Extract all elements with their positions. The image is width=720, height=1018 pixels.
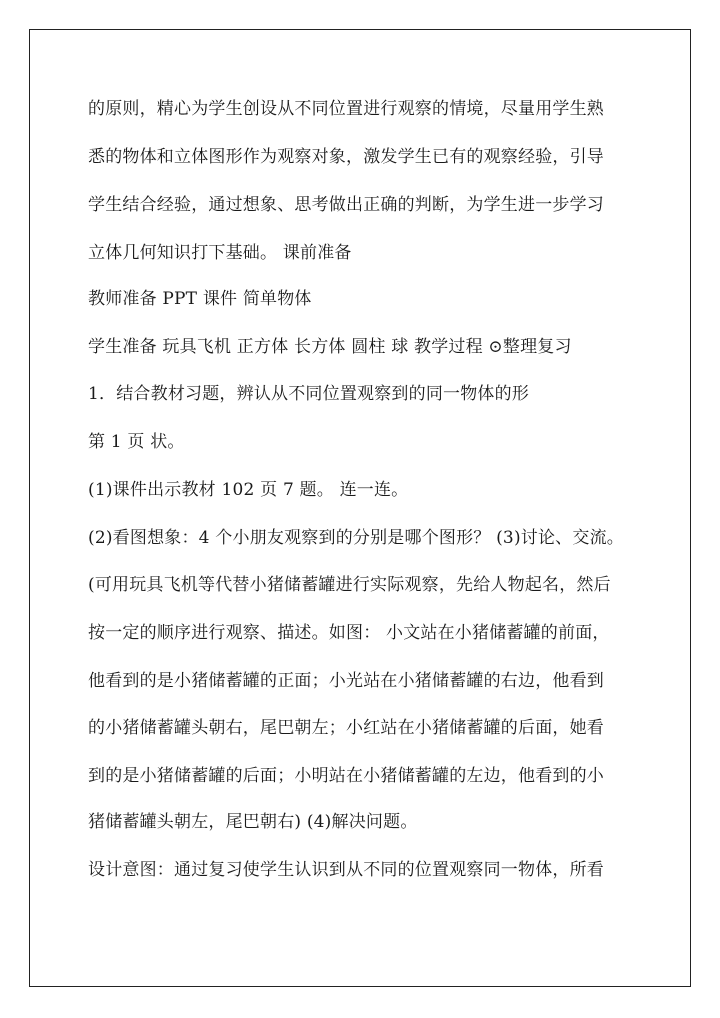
page-border: [29, 29, 691, 987]
text-line: 他看到的是小猪储蓄罐的正面；小光站在小猪储蓄罐的右边，他看到: [88, 671, 604, 691]
text-line: 按一定的顺序进行观察、描述。如图： 小文站在小猪储蓄罐的前面，: [88, 623, 610, 643]
text-line: 设计意图：通过复习使学生认识到从不同的位置观察同一物体，所看: [88, 860, 604, 880]
text-line: 学生结合经验，通过想象、思考做出正确的判断，为学生进一步学习: [88, 195, 604, 215]
text-line: 到的是小猪储蓄罐的后面；小明站在小猪储蓄罐的左边，他看到的小: [88, 766, 604, 786]
text-line: 教师准备 PPT 课件 简单物体: [88, 289, 312, 309]
text-line: (2)看图想象：4 个小朋友观察到的分别是哪个图形？ (3)讨论、交流。: [88, 528, 624, 548]
text-line: 立体几何知识打下基础。 课前准备: [88, 243, 352, 263]
text-line: 第 1 页 状。: [88, 432, 185, 452]
text-line: 1．结合教材习题，辨认从不同位置观察到的同一物体的形: [88, 384, 530, 404]
text-line: 学生准备 玩具飞机 正方体 长方体 圆柱 球 教学过程 ⊙整理复习: [88, 337, 572, 357]
text-line: 悉的物体和立体图形作为观察对象，激发学生已有的观察经验，引导: [88, 147, 604, 167]
text-line: (可用玩具飞机等代替小猪储蓄罐进行实际观察，先给人物起名，然后: [88, 575, 611, 595]
text-line: (1)课件出示教材 102 页 7 题。 连一连。: [88, 480, 409, 500]
text-line: 猪储蓄罐头朝左，尾巴朝右) (4)解决问题。: [88, 812, 418, 832]
text-line: 的原则，精心为学生创设从不同位置进行观察的情境，尽量用学生熟: [88, 99, 604, 119]
text-line: 的小猪储蓄罐头朝右，尾巴朝左；小红站在小猪储蓄罐的后面，她看: [88, 718, 604, 738]
